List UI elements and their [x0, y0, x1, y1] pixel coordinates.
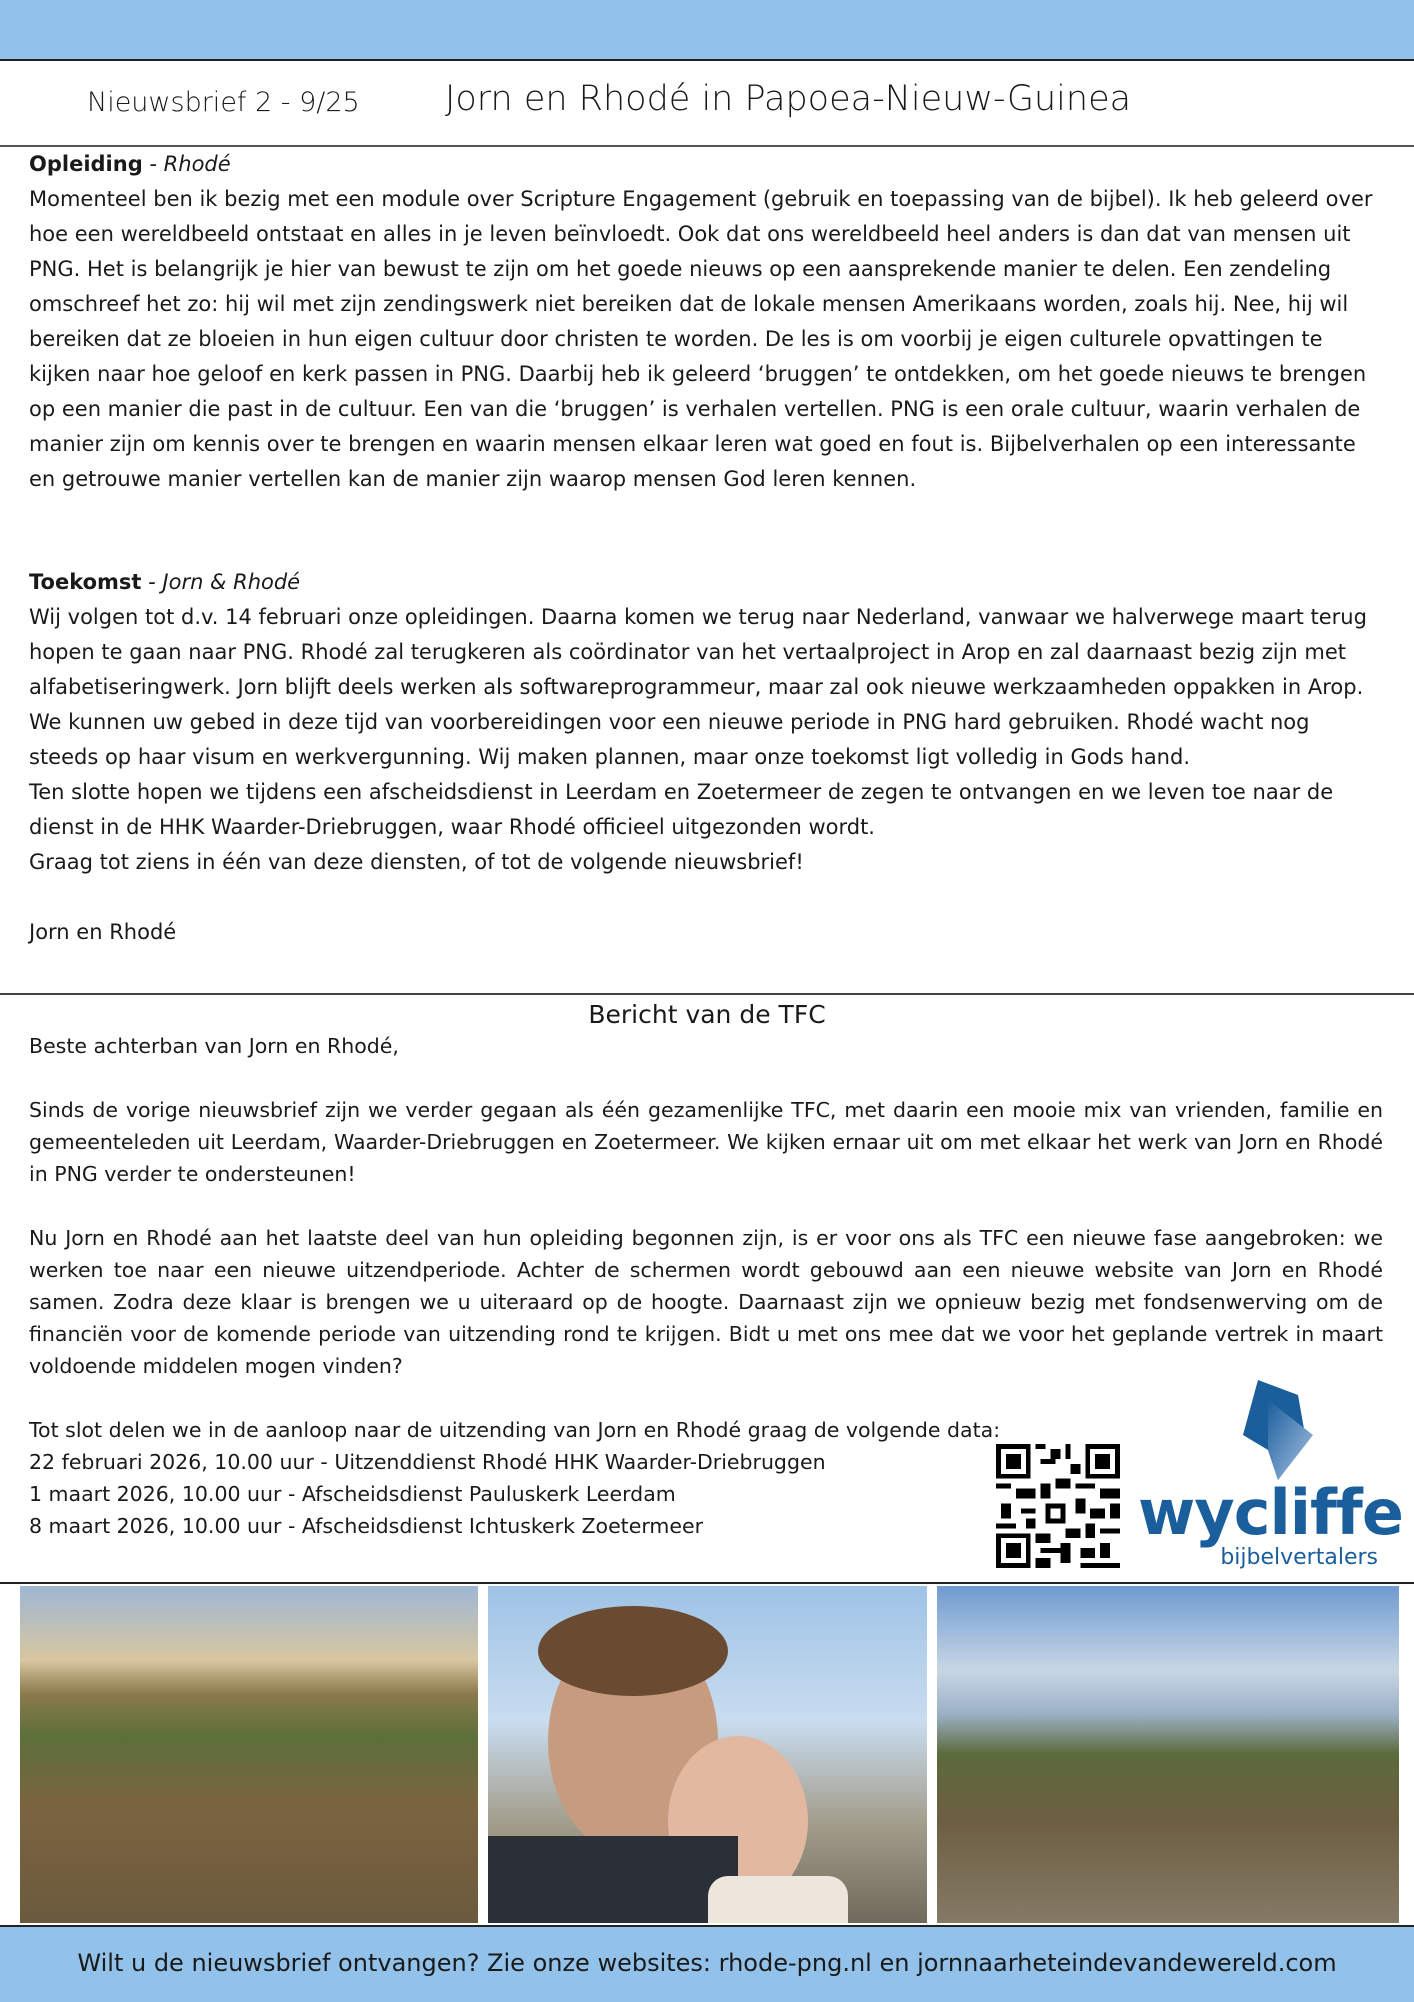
- section-body: Ten slotte hopen we tijdens een afscheidsdienst in Leerdam en Zoetermeer de zegen te ontvangen en we leven toe naar de dienst in de HHK Waarder-Driebruggen, waar Rhodé officieel uitgezonden wordt.: [29, 780, 1334, 839]
- tfc-paragraph: Sinds de vorige nieuwsbrief zijn we verder gegaan als één gezamenlijke TFC, met daarin een mooie mix van vrienden, familie en gemeenteleden uit Leerdam, Waarder-Driebruggen en Zoetermeer. We kijken ernaar uit om met elkaar het werk van Jorn en Rhodé in PNG verder te ondersteunen!: [29, 1098, 1383, 1186]
- date-item: 8 maart 2026, 10.00 uur - Afscheidsdienst Ichtuskerk Zoetermeer: [29, 1514, 704, 1538]
- date-item: 22 februari 2026, 10.00 uur - Uitzenddienst Rhodé HHK Waarder-Driebruggen: [29, 1450, 826, 1474]
- top-band: [0, 0, 1414, 61]
- photo-couple-selfie: [488, 1586, 927, 1923]
- section-body: Wij volgen tot d.v. 14 februari onze opleidingen. Daarna komen we terug naar Nederland, vanwaar we halverwege maart terug hopen te gaan naar PNG. Rhodé zal terugkeren als coördinator van het vertaalproject in Arop en zal daarnaast bezig zijn met alfabetiseringwerk. Jorn blijft deels werken als softwareprogrammeur, maar zal ook nieuwe werkzaamheden oppakken in Arop. We kunnen uw gebed in deze tijd van voorbereidingen voor een nieuwe periode in PNG hard gebruiken. Rhodé wacht nog steeds op haar visum en werkvergunning. Wij maken plannen, maar onze toekomst ligt volledig in Gods hand.: [29, 605, 1367, 769]
- section-heading: Opleiding: [29, 152, 143, 176]
- greeting: Beste achterban van Jorn en Rhodé,: [29, 1034, 399, 1058]
- tfc-paragraph: Nu Jorn en Rhodé aan het laatste deel van hun opleiding begonnen zijn, is er voor ons als TFC een nieuwe fase aangebroken: we werken toe naar een nieuwe uitzendperiode. Achter de schermen wordt gebouwd aan een nieuwe website van Jorn en Rhodé samen. Zodra deze klaar is brengen we u uiteraard op de hoogte. Daarnaast zijn we opnieuw bezig met fondsenwerving om de financiën voor de komende periode van uitzending rond te krijgen. Bidt u met ons mee dat we voor het geplande vertrek in maart voldoende middelen mogen vinden?: [29, 1226, 1383, 1378]
- footer: [0, 1925, 1414, 2002]
- photo-heathland-path: [20, 1586, 478, 1923]
- tfc-title: Bericht van de TFC: [588, 1000, 826, 1029]
- header: [0, 61, 1414, 147]
- section-body: Momenteel ben ik bezig met een module over Scripture Engagement (gebruik en toepassing van de bijbel). Ik heb geleerd over hoe een wereldbeeld ontstaat en alles in je leven beïnvloedt. Ook dat ons wereldbeeld heel anders is dan dat van mensen uit PNG. Het is belangrijk je hier van bewust te zijn om het goede nieuws op een aansprekende manier te delen. Een zendeling omschreef het zo: hij wil met zijn zendingswerk niet bereiken dat de lokale mensen Amerikaans worden, zoals hij. Nee, hij wil bereiken dat ze bloeien in hun eigen cultuur door christen te worden. De les is om voorbij je eigen culturele opvattingen te kijken naar hoe geloof en kerk passen in PNG. Daarbij heb ik geleerd ‘bruggen’ te ontdekken, om het goede nieuws te brengen op een manier die past in de cultuur. Een van die ‘bruggen’ is verhalen vertellen. PNG is een orale cultuur, waarin verhalen de manier zijn om kennis over te brengen en waarin mensen elkaar leren wat goed en fout is. Bijbelverhalen op een interessante en getrouwe manier vertellen kan de manier zijn waarop mensen God leren kennen.: [29, 187, 1373, 491]
- footer-text: Wilt u de nieuwsbrief ontvangen? Zie onze websites: rhode-png.nl en jornnaarheteindevandewereld.com: [77, 1949, 1337, 1977]
- section-author: - Jorn & Rhodé: [141, 570, 301, 594]
- signature: Jorn en Rhodé: [29, 920, 177, 944]
- newsletter-title: Jorn en Rhodé in Papoea-Nieuw-Guinea: [445, 79, 1132, 119]
- logo-tagline: bijbelvertalers: [1220, 1545, 1378, 1570]
- issue-label: Nieuwsbrief 2 - 9/25: [87, 87, 360, 118]
- logo-wordmark: wycliffe: [1138, 1476, 1403, 1549]
- section-toekomst: [29, 565, 1385, 950]
- wycliffe-logo: [1138, 1380, 1403, 1575]
- date-item: 1 maart 2026, 10.00 uur - Afscheidsdienst Pauluskerk Leerdam: [29, 1482, 676, 1506]
- divider: [0, 1582, 1414, 1584]
- section-opleiding: [29, 147, 1385, 497]
- section-heading: Toekomst: [29, 570, 142, 594]
- photo-heathland-walkers: [937, 1586, 1399, 1923]
- section-body: Graag tot ziens in één van deze diensten, of tot de volgende nieuwsbrief!: [29, 850, 804, 874]
- section-author: - Rhodé: [142, 152, 231, 176]
- divider: [0, 993, 1414, 995]
- qr-code[interactable]: [996, 1444, 1120, 1568]
- tfc-paragraph: Tot slot delen we in de aanloop naar de uitzending van Jorn en Rhodé graag de volgende data:: [29, 1418, 1001, 1442]
